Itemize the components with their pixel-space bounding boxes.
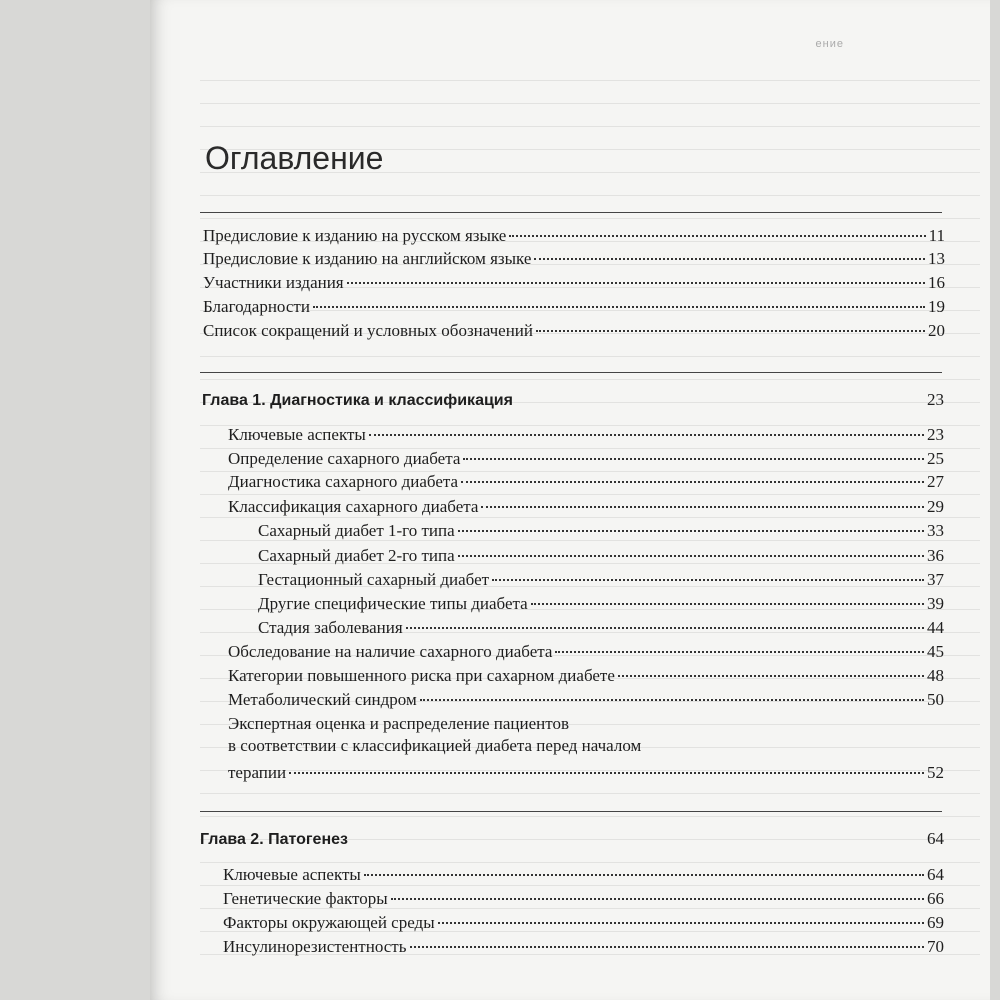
toc-entry-label: Список сокращений и условных обозначений — [203, 321, 534, 340]
toc-entry-page: 13 — [928, 249, 945, 268]
toc-entry[interactable] — [258, 569, 944, 591]
toc-entry[interactable] — [228, 762, 944, 784]
toc-entry-label: Ключевые аспекты — [223, 865, 361, 884]
leader-dots — [618, 675, 924, 677]
leader-dots — [509, 235, 925, 237]
leader-dots — [458, 555, 924, 557]
toc-entry-label: Метаболический синдром — [228, 690, 417, 709]
toc-entry-page: 19 — [928, 297, 945, 316]
toc-entry[interactable] — [258, 617, 944, 639]
toc-entry[interactable] — [258, 520, 944, 542]
leader-dots — [289, 772, 924, 774]
chapter-page: 64 — [927, 829, 944, 848]
toc-entry[interactable] — [203, 225, 945, 247]
toc-entry-page: 50 — [927, 690, 944, 709]
toc-entry-label: Ключевые аспекты — [228, 425, 366, 444]
leader-dots — [391, 898, 924, 900]
toc-entry-label: Другие специфические типы диабета — [258, 594, 528, 613]
toc-entry-page: 70 — [927, 937, 944, 956]
chapter-heading[interactable] — [202, 389, 944, 412]
toc-entry-page: 44 — [927, 618, 944, 637]
chapter-page: 23 — [927, 390, 944, 409]
toc-entry[interactable] — [223, 864, 944, 886]
toc-entry-page: 25 — [927, 449, 944, 468]
toc-entry-label: Стадия заболевания — [258, 618, 403, 637]
toc-entry-label: Классификация сахарного диабета — [228, 497, 479, 516]
chapter-title: Глава 2. Патогенез — [200, 831, 348, 848]
toc-entry[interactable] — [228, 641, 944, 663]
toc-entry-page: 64 — [927, 865, 944, 884]
leader-dots — [347, 282, 925, 284]
toc-entry[interactable] — [228, 496, 944, 518]
toc-entry-page: 69 — [927, 913, 944, 932]
leader-dots — [481, 506, 924, 508]
toc-entry-label: Категории повышенного риска при сахарном диабете — [228, 666, 615, 685]
toc-entry-page: 36 — [927, 546, 944, 565]
section-divider — [200, 372, 942, 373]
toc-entry-label-line: Экспертная оценка и распределение пациентов — [228, 714, 569, 733]
section-divider — [200, 811, 942, 812]
leader-dots — [458, 530, 924, 532]
toc-entry-page: 45 — [927, 642, 944, 661]
leader-dots — [461, 481, 924, 483]
leader-dots — [420, 699, 924, 701]
toc-entry-label: Генетические факторы — [223, 889, 388, 908]
book-page — [150, 0, 990, 1000]
toc-entry[interactable] — [223, 936, 944, 958]
toc-entry-label-line: в соответствии с классификацией диабета перед началом — [228, 736, 642, 755]
toc-entry[interactable] — [203, 320, 945, 342]
leader-dots — [410, 946, 925, 948]
leader-dots — [534, 258, 925, 260]
toc-entry-page: 66 — [927, 889, 944, 908]
toc-entry[interactable] — [203, 272, 945, 294]
toc-entry[interactable] — [258, 593, 944, 615]
toc-entry-label: Инсулинорезистентность — [223, 937, 407, 956]
toc-entry-page: 20 — [928, 321, 945, 340]
toc-entry-page: 11 — [928, 226, 945, 245]
toc-entry-page: 52 — [927, 763, 944, 782]
toc-entry-label: Гестационный сахарный диабет — [258, 570, 490, 589]
toc-entry-page: 29 — [927, 497, 944, 516]
section-divider — [200, 212, 942, 213]
toc-entry[interactable] — [228, 689, 944, 711]
leader-dots — [438, 922, 924, 924]
chapter-heading[interactable] — [200, 828, 944, 851]
toc-entry-label: Участники издания — [203, 273, 344, 292]
toc-entry[interactable] — [228, 424, 944, 446]
running-header: ение — [815, 38, 844, 50]
toc-entry-label: Благодарности — [203, 297, 310, 316]
toc-entry-label: Сахарный диабет 1-го типа — [258, 521, 455, 540]
toc-entry-page: 33 — [927, 521, 944, 540]
page-title: Оглавление — [205, 140, 384, 176]
toc-entry[interactable] — [223, 912, 944, 934]
toc-entry-page: 27 — [927, 472, 944, 491]
toc-entry[interactable] — [203, 248, 945, 270]
toc-entry[interactable] — [228, 665, 944, 687]
toc-entry-label: Диагностика сахарного диабета — [228, 472, 459, 491]
leader-dots — [463, 458, 924, 460]
toc-entry-page: 37 — [927, 570, 944, 589]
toc-entry-page: 48 — [927, 666, 944, 685]
leader-dots — [406, 627, 924, 629]
leader-dots — [369, 434, 924, 436]
toc-entry-label: терапии — [228, 763, 287, 782]
toc-entry-label: Сахарный диабет 2-го типа — [258, 546, 455, 565]
toc-entry[interactable] — [228, 448, 944, 470]
leader-dots — [492, 579, 924, 581]
toc-entry[interactable] — [228, 471, 944, 493]
leader-dots — [536, 330, 925, 332]
toc-entry-multiline[interactable] — [228, 713, 641, 757]
toc-entry-label: Определение сахарного диабета — [228, 449, 461, 468]
leader-dots — [364, 874, 924, 876]
leader-dots — [555, 651, 924, 653]
toc-entry-label: Факторы окружающей среды — [223, 913, 435, 932]
leader-dots — [531, 603, 924, 605]
toc-entry-page: 23 — [927, 425, 944, 444]
chapter-title: Глава 1. Диагностика и классификация — [202, 392, 513, 409]
toc-entry-label: Предисловие к изданию на английском языке — [203, 249, 532, 268]
toc-entry-label: Предисловие к изданию на русском языке — [203, 226, 507, 245]
toc-entry-label: Обследование на наличие сахарного диабета — [228, 642, 553, 661]
leader-dots — [313, 306, 925, 308]
toc-entry[interactable] — [203, 296, 945, 318]
toc-entry[interactable] — [258, 545, 944, 567]
toc-entry[interactable] — [223, 888, 944, 910]
toc-entry-page: 39 — [927, 594, 944, 613]
toc-entry-page: 16 — [928, 273, 945, 292]
